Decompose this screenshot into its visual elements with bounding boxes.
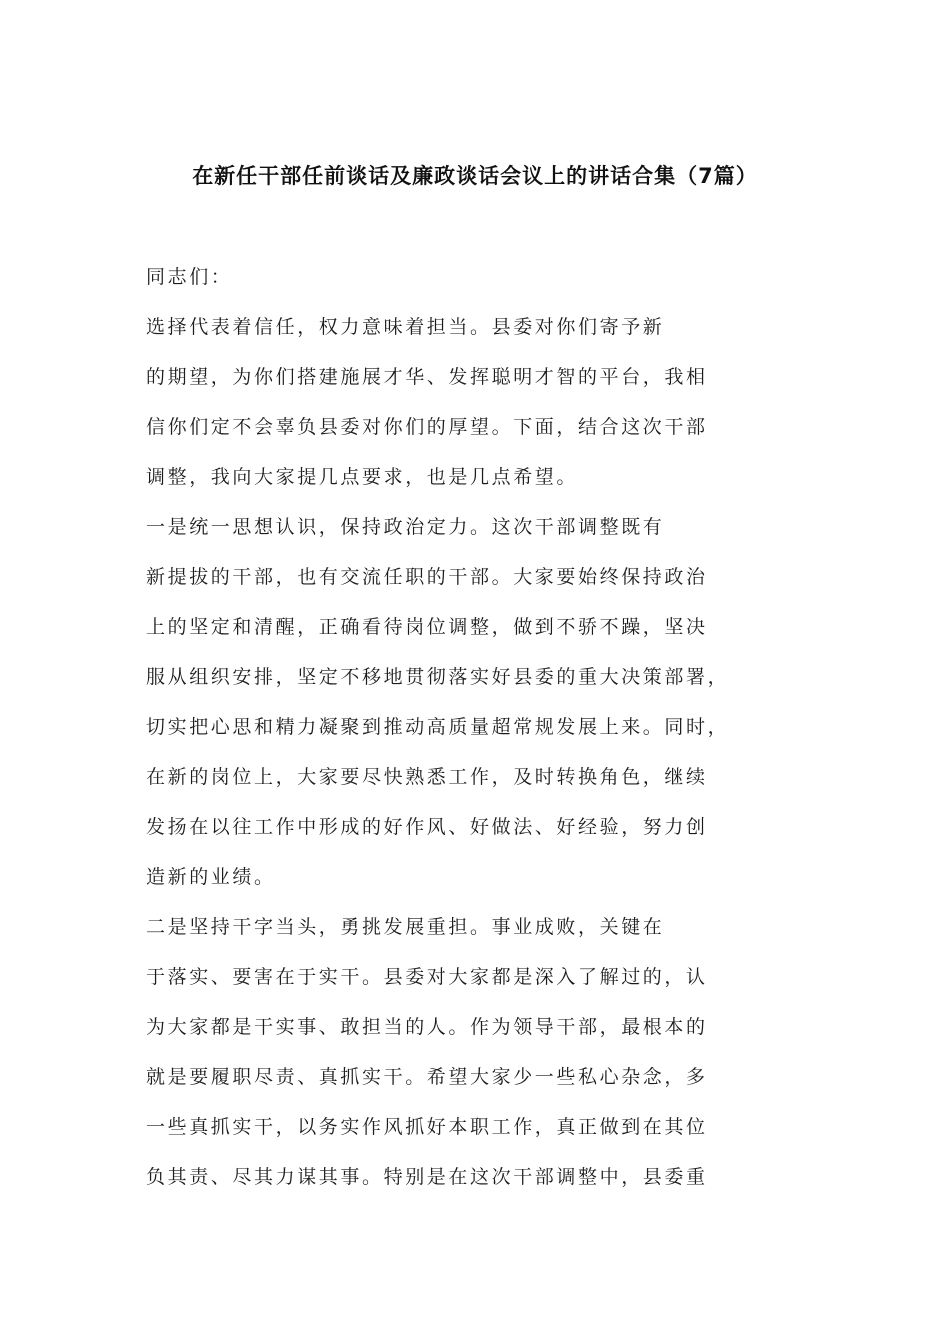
paragraph-line: 服从组织安排，坚定不移地贯彻落实好县委的重大决策部署， bbox=[146, 666, 730, 688]
paragraph-line: 负其责、尽其力谋其事。特别是在这次干部调整中，县委重 bbox=[146, 1166, 708, 1188]
document-body bbox=[146, 252, 766, 1202]
salutation-line: 同志们： bbox=[146, 266, 233, 288]
document-title: 在新任干部任前谈话及廉政谈话会议上的讲话合集（7篇） bbox=[192, 164, 758, 188]
paragraph-line: 造新的业绩。 bbox=[146, 866, 276, 888]
paragraph-line: 就是要履职尽责、真抓实干。希望大家少一些私心杂念，多 bbox=[146, 1066, 708, 1088]
paragraph-line: 于落实、要害在于实干。县委对大家都是深入了解过的，认 bbox=[146, 966, 708, 988]
paragraph-line: 调整，我向大家提几点要求，也是几点希望。 bbox=[146, 466, 579, 488]
paragraph-line: 二是坚持干字当头，勇挑发展重担。事业成败，关键在 bbox=[146, 916, 665, 938]
paragraph-line: 新提拔的干部，也有交流任职的干部。大家要始终保持政治 bbox=[146, 566, 708, 588]
paragraph-line: 的期望，为你们搭建施展才华、发挥聪明才智的平台，我相 bbox=[146, 366, 708, 388]
paragraph-line: 为大家都是干实事、敢担当的人。作为领导干部，最根本的 bbox=[146, 1016, 708, 1038]
paragraph-line: 切实把心思和精力凝聚到推动高质量超常规发展上来。同时， bbox=[146, 716, 730, 738]
paragraph-line: 信你们定不会辜负县委对你们的厚望。下面，结合这次干部 bbox=[146, 416, 708, 438]
paragraph-line: 一是统一思想认识，保持政治定力。这次干部调整既有 bbox=[146, 516, 665, 538]
paragraph-line: 一些真抓实干，以务实作风抓好本职工作，真正做到在其位 bbox=[146, 1116, 708, 1138]
paragraph-line: 上的坚定和清醒，正确看待岗位调整，做到不骄不躁，坚决 bbox=[146, 616, 708, 638]
paragraph-line: 在新的岗位上，大家要尽快熟悉工作，及时转换角色，继续 bbox=[146, 766, 708, 788]
paragraph-line: 选择代表着信任，权力意味着担当。县委对你们寄予新 bbox=[146, 316, 665, 338]
paragraph-line: 发扬在以往工作中形成的好作风、好做法、好经验，努力创 bbox=[146, 816, 708, 838]
